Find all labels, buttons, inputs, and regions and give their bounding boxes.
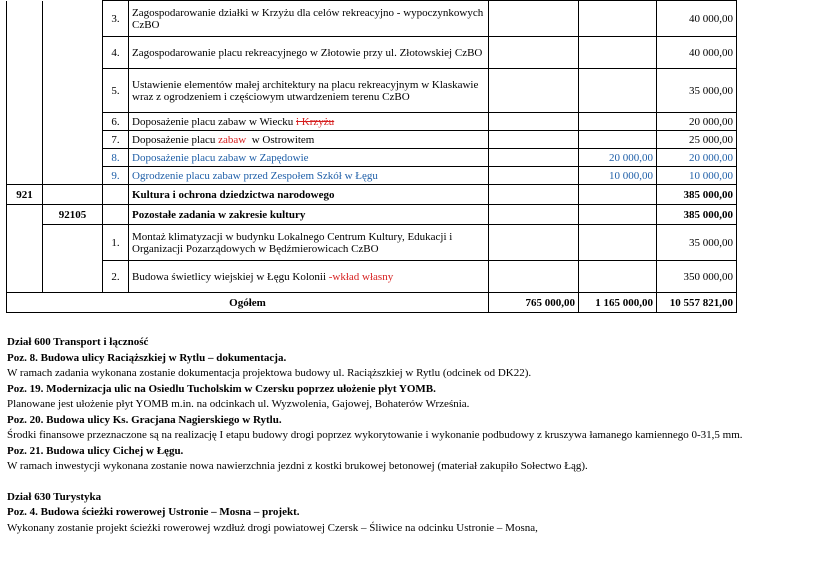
summary-label: Ogółem (7, 293, 489, 313)
table-row (7, 261, 737, 293)
table-row (7, 225, 737, 261)
table-row (7, 69, 737, 113)
row-total: 10 000,00 (657, 167, 737, 185)
item-heading: Poz. 21. Budowa ulicy Cichej w Łęgu. (7, 444, 184, 457)
row-lp: 1. (103, 225, 129, 261)
row-lp: 5. (103, 69, 129, 113)
row-lp: 6. (103, 113, 129, 131)
section-heading: Dział 630 Turystyka (7, 490, 102, 503)
row-description (129, 261, 489, 293)
description-text: Doposażenie placu zabaw w Wiecku (132, 115, 294, 128)
item-heading: Poz. 20. Budowa ulicy Ks. Gracjana Nagierskiego w Rytlu. (7, 413, 282, 426)
item-text: W ramach inwestycji wykonana zostanie nowa nawierzchnia jezdni z kostki brukowej betonowej (materiał zakupiło Sołectwo Łąg). (7, 460, 588, 472)
row-total: 40 000,00 (657, 37, 737, 69)
section-code: 921 (7, 185, 43, 205)
row-total: 25 000,00 (657, 131, 737, 149)
row-lp: 2. (103, 261, 129, 293)
row-description: Ogrodzenie placu zabaw przed Zespołem Szkół w Łęgu (129, 167, 489, 185)
subsection-row (7, 205, 737, 225)
table-row (7, 1, 737, 37)
section-heading: Dział 600 Transport i łączność (7, 336, 149, 348)
description-text: w Ostrowitem (251, 133, 315, 146)
row-description (129, 113, 489, 131)
row-description: Montaż klimatyzacji w budynku Lokalnego Centrum Kultury, Edukacji i Organizacji Pozarządowych w Będźmierowicach CzBO (129, 225, 489, 261)
item-text: Planowane jest ułożenie płyt YOMB m.in. na odcinkach ul. Wyzwolenia, Gajowej, Bohaterów Września. (7, 398, 470, 410)
section-total: 385 000,00 (657, 185, 737, 205)
summary-amount-b: 1 165 000,00 (579, 293, 657, 313)
table-row (7, 131, 737, 149)
subsection-total: 385 000,00 (657, 205, 737, 225)
description-text: Budowa świetlicy wiejskiej w Łęgu Kolonii (132, 270, 326, 283)
table-row (7, 167, 737, 185)
item-heading: Poz. 4. Budowa ścieżki rowerowej Ustronie – Mosna – projekt. (7, 506, 300, 518)
row-amount: 20 000,00 (579, 149, 657, 167)
subsection-title: Pozostałe zadania w zakresie kultury (129, 205, 489, 225)
row-total: 35 000,00 (657, 225, 737, 261)
row-description: Doposażenie placu zabaw w Zapędowie (129, 149, 489, 167)
summary-row (7, 293, 737, 313)
budget-table (6, 0, 737, 313)
item-heading: Poz. 8. Budowa ulicy Raciąższkiej w Rytlu – dokumentacja. (7, 351, 287, 364)
item-text: Wykonany zostanie projekt ścieżki rowerowej wzdłuż drogi powiatowej Czersk – Śliwice na odcinku Ustronie – Mosna, (7, 521, 538, 534)
row-description: Zagospodarowanie działki w Krzyżu dla celów rekreacyjno - wypoczynkowych CzBO (129, 1, 489, 37)
section-title: Kultura i ochrona dziedzictwa narodowego (129, 185, 489, 205)
row-description: Zagospodarowanie placu rekreacyjnego w Złotowie przy ul. Złotowskiej CzBO (129, 37, 489, 69)
row-lp: 8. (103, 149, 129, 167)
row-lp: 7. (103, 131, 129, 149)
row-total: 20 000,00 (657, 113, 737, 131)
row-description: Ustawienie elementów małej architektury na placu rekreacyjnym w Klaskawie wraz z ogrodzeniem i częściowym utwardzeniem terenu CzBO (129, 69, 489, 113)
row-total: 20 000,00 (657, 149, 737, 167)
inserted-text: -wkład własny (328, 270, 394, 283)
row-total: 350 000,00 (657, 261, 737, 293)
explanatory-notes (7, 335, 815, 536)
summary-total: 10 557 821,00 (657, 293, 737, 313)
row-amount: 10 000,00 (579, 167, 657, 185)
table-row (7, 149, 737, 167)
table-row (7, 113, 737, 131)
item-text: Środki finansowe przeznaczone są na realizację I etapu budowy drogi poprzez wykorytowanie i wykonanie podbudowy z kruszywa łamanego kamiennego 0-31,5 mm. (7, 429, 743, 441)
summary-amount-a: 765 000,00 (489, 293, 579, 313)
row-total: 40 000,00 (657, 1, 737, 37)
table-row (7, 37, 737, 69)
item-text: W ramach zadania wykonana zostanie dokumentacja projektowa budowy ul. Raciąższkiej w Rytlu (odcinek od DK22). (7, 367, 532, 379)
row-description (129, 131, 489, 149)
inserted-text: zabaw (218, 133, 247, 146)
row-lp: 9. (103, 167, 129, 185)
description-text: Doposażenie placu (132, 133, 216, 146)
row-lp: 3. (103, 1, 129, 37)
row-lp: 4. (103, 37, 129, 69)
section-row (7, 185, 737, 205)
struck-text: i Krzyżu (295, 115, 335, 128)
subsection-code: 92105 (43, 205, 103, 225)
item-heading: Poz. 19. Modernizacja ulic na Osiedlu Tucholskim w Czersku poprzez ułożenie płyt YOMB. (7, 382, 436, 395)
row-total: 35 000,00 (657, 69, 737, 113)
